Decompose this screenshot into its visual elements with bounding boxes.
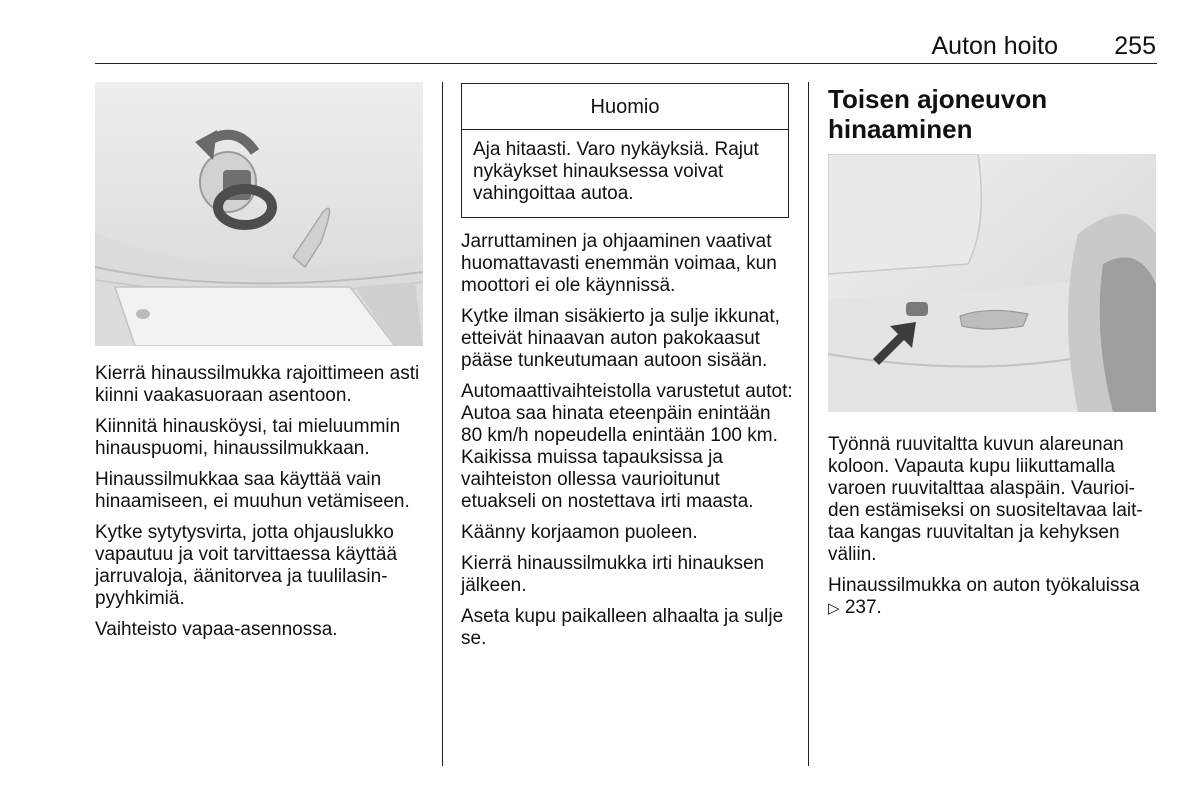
paragraph: Jarruttaminen ja ohjaaminen vaativat huomattavasti enemmän voimaa, kun moottori ei ole käynnissä.	[461, 231, 777, 296]
header-divider	[95, 63, 1157, 64]
notice-text: Aja hitaasti. Varo nykäyksiä. Rajut nykäykset hinauksessa voivat vahingoittaa autoa.	[473, 139, 759, 204]
column-divider-left	[442, 82, 443, 766]
paragraph-text: Hinaussilmukka on auton työkaluissa	[828, 575, 1140, 596]
cross-reference-page[interactable]: 237.	[844, 597, 882, 618]
caution-notice-box	[461, 83, 789, 218]
paragraph: Kiinnitä hinausköysi, tai mieluummin hinauspuomi, hinaussilmukkaan.	[95, 416, 401, 459]
notice-heading: Huomio	[462, 84, 788, 130]
paragraph: Vaihteisto vapaa-asennossa.	[95, 619, 338, 640]
paragraph: Kytke ilman sisäkierto ja sulje ikkunat, etteivät hinaavan auton pakokaasut pääse tunkeutumaan autoon sisään.	[461, 306, 780, 371]
paragraph: Kierrä hinaussilmukka rajoittimeen asti kiinni vaakasuoraan asentoon.	[95, 363, 420, 406]
paragraph: Aseta kupu paikalleen alhaalta ja sulje se.	[461, 606, 784, 649]
paragraph: Kierrä hinaussilmukka irti hinauksen jälkeen.	[461, 553, 765, 596]
column-3-text	[828, 434, 1158, 629]
cross-reference-arrow-icon: ▷	[828, 600, 840, 617]
column-1-text	[95, 363, 430, 650]
column-2-text	[461, 231, 796, 659]
section-heading: Toisen ajoneuvon hinaaminen	[828, 84, 1048, 144]
paragraph: Automaattivaihteistolla varustetut autot: Autoa saa hinata eteenpäin enintään 80 km/h nopeudella enintään 100 km. Kaikissa muissa tapauksissa ja vaihteiston ollessa vaurioitunut etuakseli on nostettava irti maasta.	[461, 381, 793, 512]
paragraph: Käänny korjaamon puoleen.	[461, 522, 698, 543]
paragraph: Kytke sytytysvirta, jotta ohjauslukko vapautuu ja voit tarvittaessa käyttää jarruvaloja, äänitorvea ja tuulilasinpyyhkimiä.	[95, 522, 398, 609]
towing-eye-installation-illustration	[95, 82, 423, 346]
paragraph: Hinaussilmukkaa saa käyttää vain hinaamiseen, ei muuhun vetämiseen.	[95, 469, 410, 512]
paragraph: Työnnä ruuvitaltta kuvun alareunan koloon. Vapauta kupu liikuttamalla varoen ruuvitalttaa alaspäin. Vaurioiden estämiseksi on suositeltavaa laittaa kangas ruuvitaltan ja kehyksen väliin.	[828, 434, 1143, 565]
page-number: 255	[1114, 32, 1156, 60]
column-divider-right	[808, 82, 809, 766]
rear-bumper-tow-cover-illustration	[828, 154, 1156, 412]
paragraph-with-xref	[828, 575, 1158, 620]
section-title: Auton hoito	[931, 32, 1058, 60]
